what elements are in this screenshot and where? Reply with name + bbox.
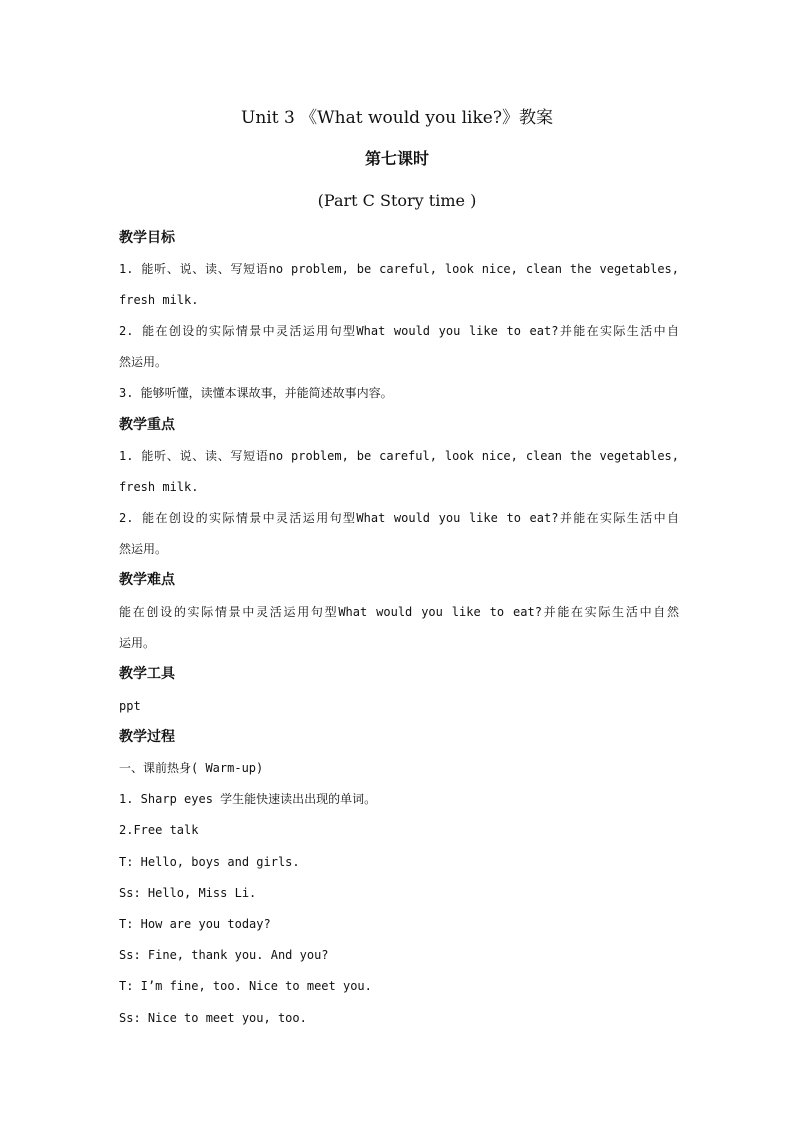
process-line-1: 一、课前热身( Warm-up) — [119, 761, 264, 775]
lesson-number: 第七课时 — [364, 149, 429, 168]
section-heading-process: 教学过程 — [119, 729, 175, 745]
process-line-6: T: How are you today? — [119, 917, 271, 931]
process-line-4: T: Hello, boys and girls. — [119, 855, 300, 869]
part-title: (Part C Story time ) — [317, 191, 477, 210]
process-line-2: 1. Sharp eyes 学生能快速读出出现的单词。 — [119, 792, 377, 806]
document-title: Unit 3 《What would you like?》教案 — [241, 108, 553, 128]
key-points-line-4: 然运用。 — [119, 542, 168, 556]
key-points-line-3: 2. 能在创设的实际情景中灵活运用句型What would you like to eat?并能在实际生活中自 — [119, 511, 679, 525]
goals-line-4: 然运用。 — [119, 355, 168, 369]
section-heading-difficulties: 教学难点 — [119, 572, 175, 588]
process-line-7: Ss: Fine, thank you. And you? — [119, 948, 329, 962]
difficulties-line-2: 运用。 — [119, 636, 156, 650]
key-points-line-1: 1. 能听、说、读、写短语no problem, be careful, look nice, clean the vegetables, — [119, 449, 679, 463]
process-line-5: Ss: Hello, Miss Li. — [119, 886, 257, 900]
section-heading-key-points: 教学重点 — [119, 417, 175, 433]
process-line-8: T: I’m fine, too. Nice to meet you. — [119, 979, 372, 993]
difficulties-line-1: 能在创设的实际情景中灵活运用句型What would you like to eat?并能在实际生活中自然 — [119, 605, 679, 619]
process-line-3: 2.Free talk — [119, 823, 199, 837]
goals-line-5: 3. 能够听懂，读懂本课故事，并能简述故事内容。 — [119, 386, 393, 400]
tools-line-1: ppt — [119, 699, 141, 713]
goals-line-1: 1. 能听、说、读、写短语no problem, be careful, look nice, clean the vegetables, — [119, 262, 679, 276]
key-points-line-2: fresh milk. — [119, 480, 199, 494]
process-line-9: Ss: Nice to meet you, too. — [119, 1011, 307, 1025]
section-heading-tools: 教学工具 — [119, 666, 175, 682]
goals-line-3: 2. 能在创设的实际情景中灵活运用句型What would you like to eat?并能在实际生活中自 — [119, 324, 679, 338]
goals-line-2: fresh milk. — [119, 293, 199, 307]
section-heading-goals: 教学目标 — [119, 230, 175, 246]
